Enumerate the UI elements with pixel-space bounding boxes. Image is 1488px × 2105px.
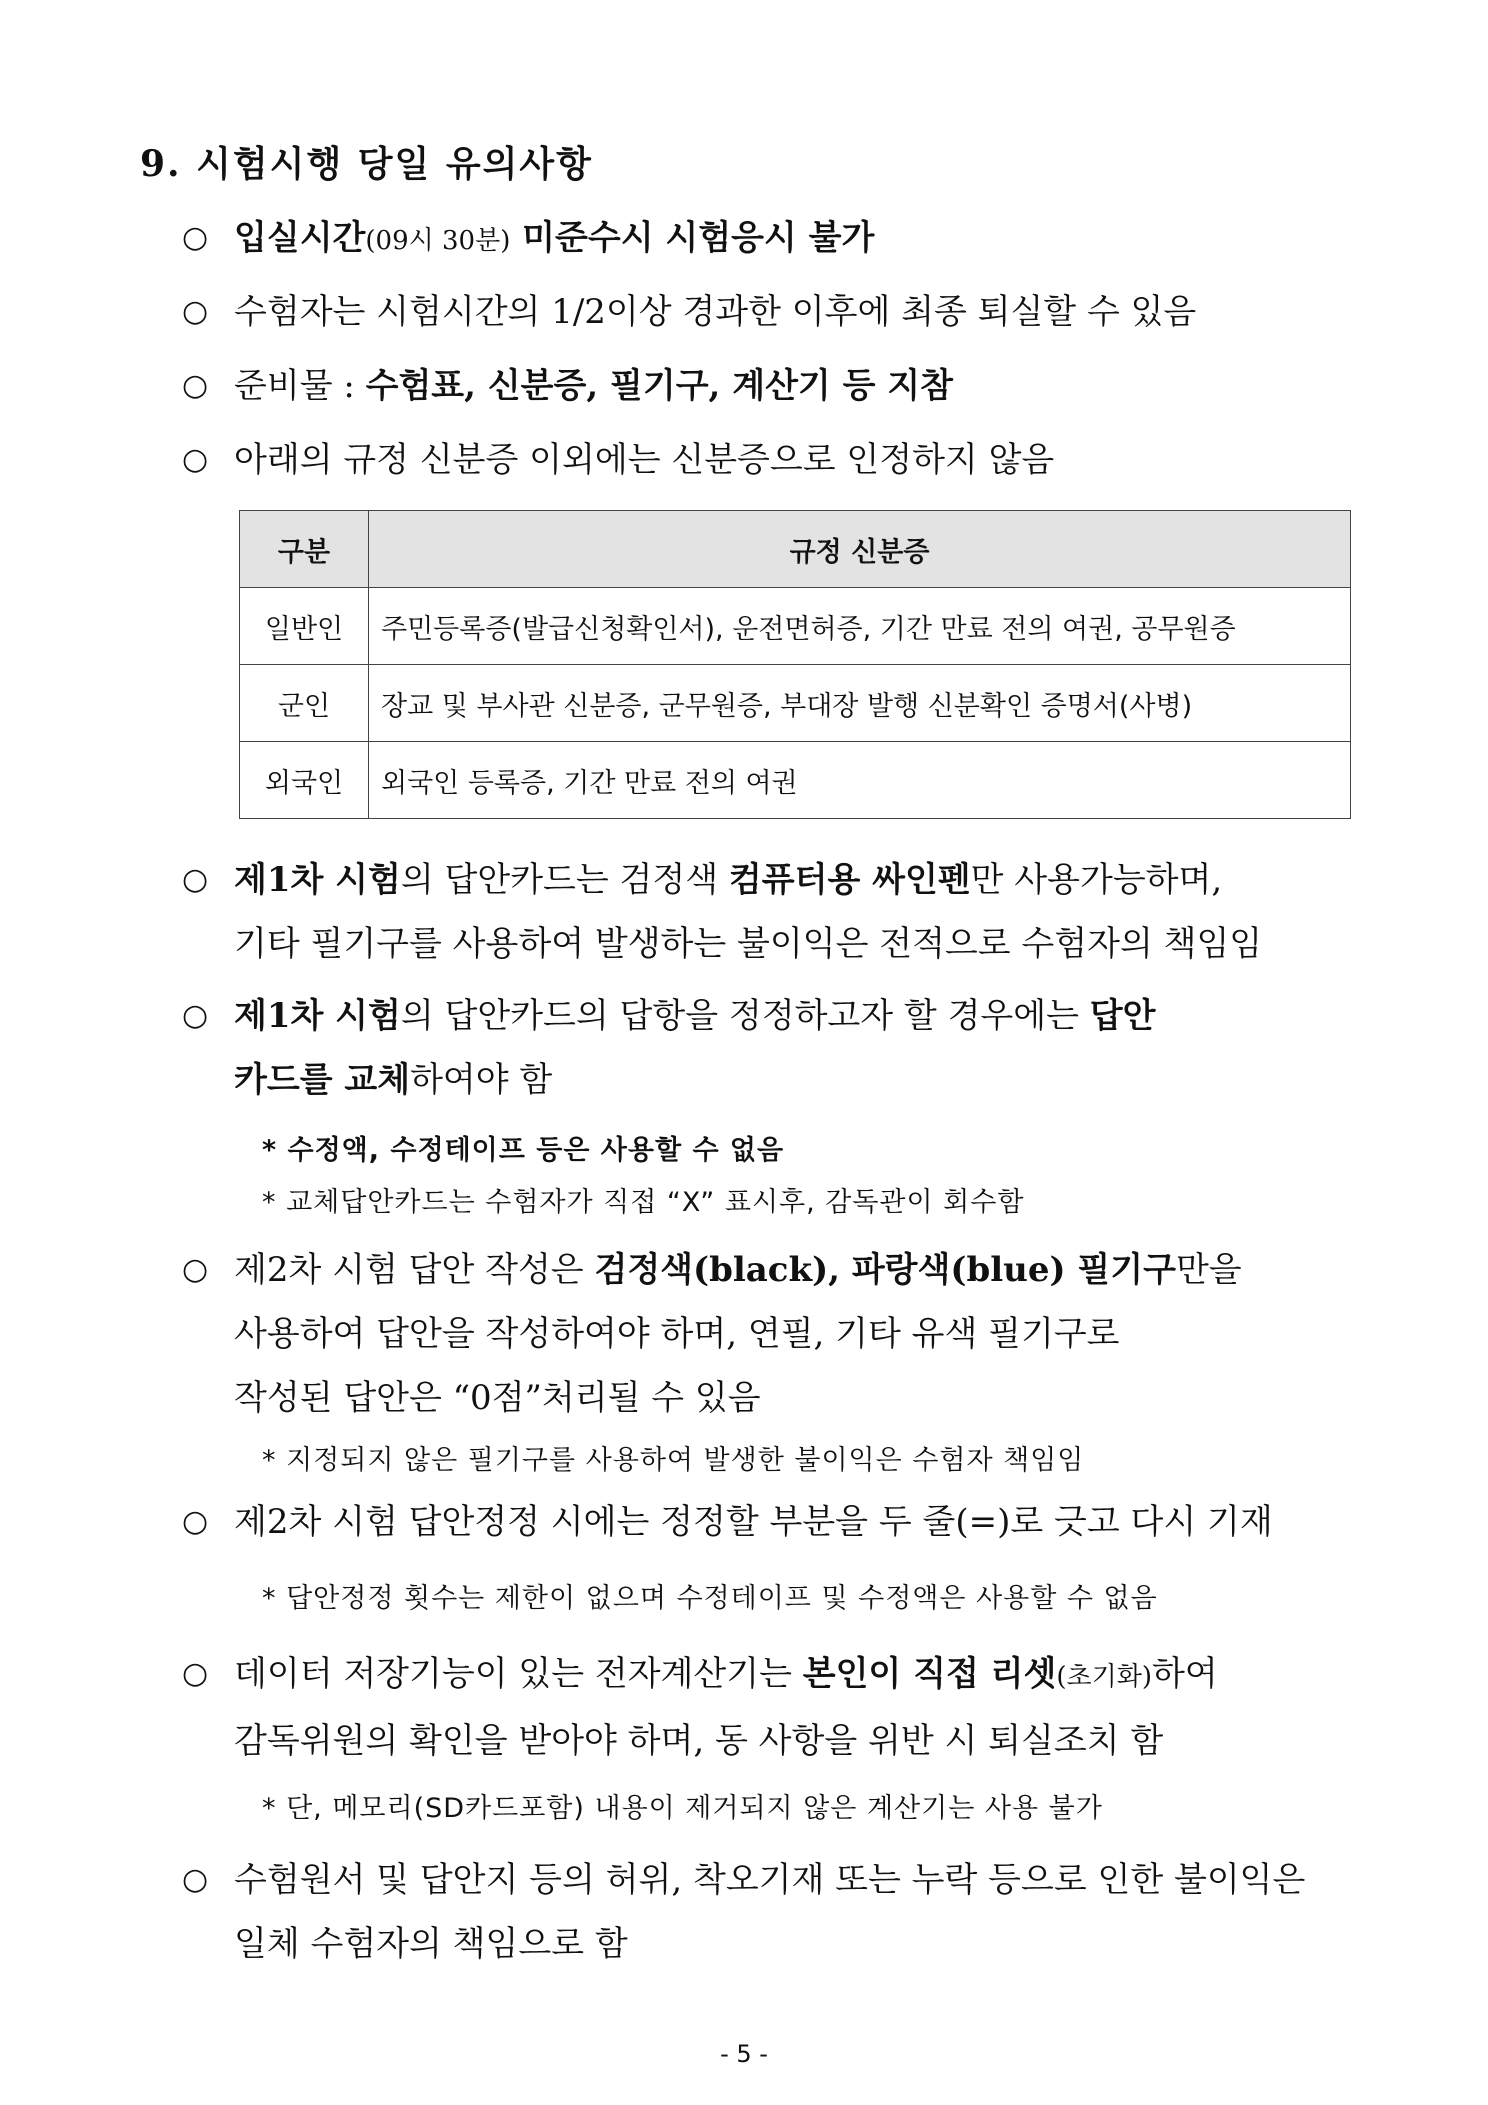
list-item: ○ 입실시간(09시 30분) 미준수시 시험응시 불가 — [182, 206, 1342, 273]
table-row — [240, 665, 1351, 742]
list-item: ○ 수험원서 및 답안지 등의 허위, 착오기재 또는 누락 등으로 인한 불이익은 일체 수험자의 책임으로 함 — [182, 1848, 1342, 1976]
circle-bullet-icon: ○ — [182, 368, 209, 403]
list-item: ○ 데이터 저장기능이 있는 전자계산기는 본인이 직접 리셋(초기화)하여 감독위원의 확인을 받아야 하며, 동 사항을 위반 시 퇴실조치 함 — [182, 1642, 1342, 1773]
list-item: ○ 준비물 : 수험표, 신분증, 필기구, 계산기 등 지참 — [182, 354, 1342, 418]
page-number: - 5 - — [720, 2040, 768, 2068]
list-item: ○ 제2차 시험 답안 작성은 검정색(black), 파랑색(blue) 필기구만을 사용하여 답안을 작성하여야 하며, 연필, 기타 유색 필기구로 작성된 답안은 “0점”처리될 수 있음 — [182, 1238, 1342, 1430]
circle-bullet-icon: ○ — [182, 1862, 209, 1897]
id-table — [239, 510, 1351, 819]
circle-bullet-icon: ○ — [182, 220, 209, 255]
table-header-row — [240, 511, 1351, 588]
circle-bullet-icon: ○ — [182, 1252, 209, 1287]
table-cell: 일반인 — [240, 588, 369, 665]
table-header: 구분 — [240, 511, 369, 588]
table-row — [240, 742, 1351, 819]
note-pen-liability: * 지정되지 않은 필기구를 사용하여 발생한 불이익은 수험자 책임임 — [262, 1445, 1085, 1476]
table-row — [240, 588, 1351, 665]
section-heading: 9. 시험시행 당일 유의사항 — [140, 143, 593, 185]
circle-bullet-icon: ○ — [182, 1656, 209, 1691]
table-cell: 외국인 — [240, 742, 369, 819]
note-memory: * 단, 메모리(SD카드포함) 내용이 제거되지 않은 계산기는 사용 불가 — [262, 1793, 1103, 1824]
circle-bullet-icon: ○ — [182, 442, 209, 477]
table-cell: 주민등록증(발급신청확인서), 운전면허증, 기간 만료 전의 여권, 공무원증 — [369, 588, 1351, 665]
circle-bullet-icon: ○ — [182, 998, 209, 1033]
list-item: ○ 아래의 규정 신분증 이외에는 신분증으로 인정하지 않음 — [182, 428, 1342, 492]
table-header: 규정 신분증 — [369, 511, 1351, 588]
table-cell: 장교 및 부사관 신분증, 군무원증, 부대장 발행 신분확인 증명서(사병) — [369, 665, 1351, 742]
circle-bullet-icon: ○ — [182, 862, 209, 897]
list-item: ○ 수험자는 시험시간의 1/2이상 경과한 이후에 최종 퇴실할 수 있음 — [182, 280, 1342, 344]
table-cell: 군인 — [240, 665, 369, 742]
list-item: ○ 제1차 시험의 답안카드는 검정색 컴퓨터용 싸인펜만 사용가능하며, 기타 필기구를 사용하여 발생하는 불이익은 전적으로 수험자의 책임임 — [182, 848, 1342, 976]
circle-bullet-icon: ○ — [182, 1504, 209, 1539]
note-correction-banned: * 수정액, 수정테이프 등은 사용할 수 없음 — [262, 1135, 785, 1166]
note-card-replace: * 교체답안카드는 수험자가 직접 “X” 표시후, 감독관이 회수함 — [262, 1187, 1025, 1218]
list-item: ○ 제1차 시험의 답안카드의 답항을 정정하고자 할 경우에는 답안 카드를 교체하여야 함 — [182, 984, 1342, 1112]
table-cell: 외국인 등록증, 기간 만료 전의 여권 — [369, 742, 1351, 819]
note-correction-count: * 답안정정 횟수는 제한이 없으며 수정테이프 및 수정액은 사용할 수 없음 — [262, 1583, 1158, 1614]
circle-bullet-icon: ○ — [182, 294, 209, 329]
list-item: ○ 제2차 시험 답안정정 시에는 정정할 부분을 두 줄(=)로 긋고 다시 기재 — [182, 1490, 1342, 1554]
